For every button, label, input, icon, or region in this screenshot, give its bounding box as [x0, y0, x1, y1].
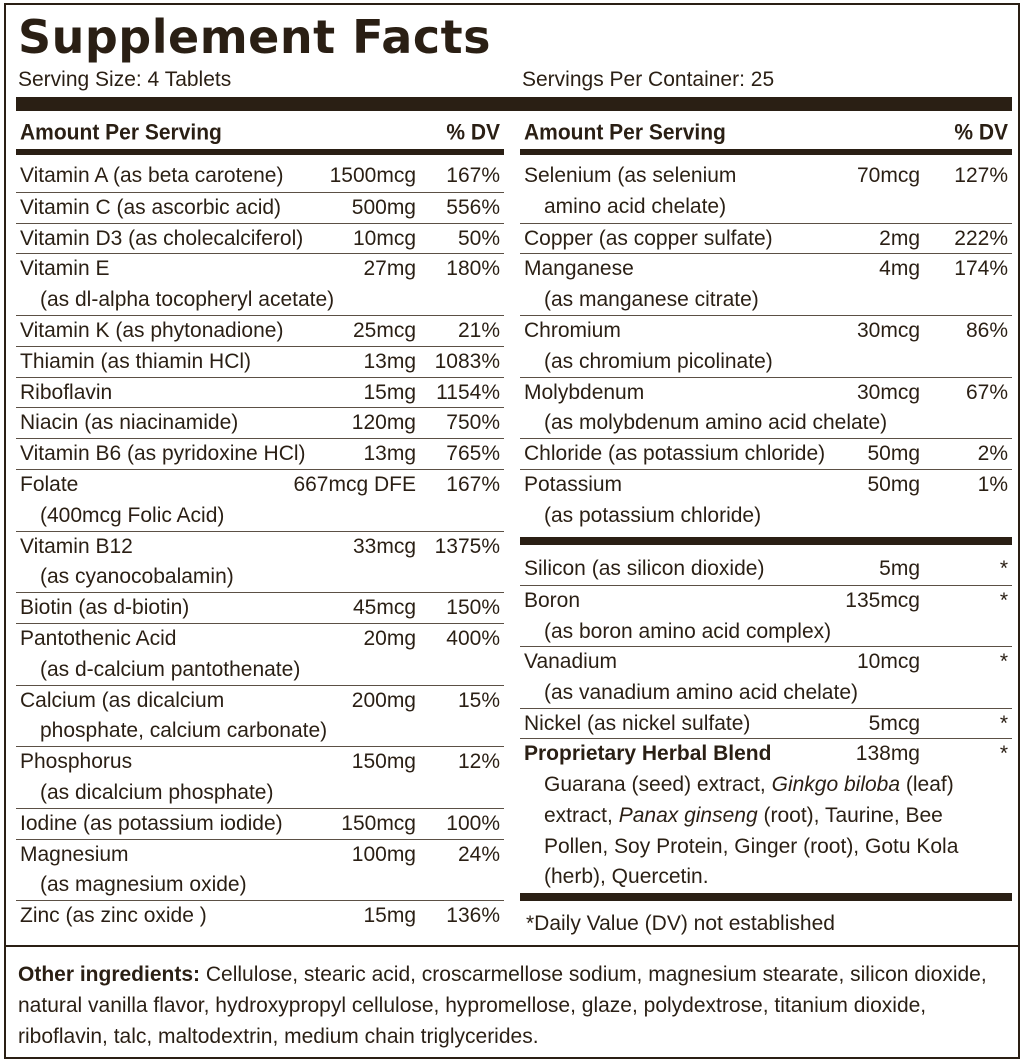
- nutrient-name: Vitamin B6 (as pyridoxine HCl): [20, 442, 306, 466]
- left-header: [16, 116, 504, 150]
- nutrient-name: Manganese: [524, 257, 634, 281]
- nutrient-dv: 556%: [446, 195, 500, 219]
- nutrient-name: Niacin (as niacinamide): [20, 411, 239, 435]
- supplement-facts-panel: [4, 3, 1020, 1059]
- blend-amount: 138mg: [855, 742, 920, 765]
- left-column: [16, 117, 504, 928]
- nutrient-amount: 50mg: [867, 472, 920, 496]
- nutrient-dv: 21%: [457, 318, 500, 342]
- nutrient-name: Molybdenum: [524, 380, 645, 404]
- nutrient-name: Vitamin D3 (as cholecalciferol): [20, 226, 304, 250]
- nutrient-name: Vitamin B12: [20, 534, 133, 558]
- servings-per-container: Servings Per Container: 25: [522, 68, 775, 91]
- mineral-divider-bar: [520, 537, 1012, 545]
- blend-part: Guarana (seed) extract,: [544, 773, 772, 796]
- nutrient-name: Vanadium: [524, 650, 618, 674]
- left-nutrient-list: [16, 161, 504, 931]
- nutrient-row: [520, 377, 1012, 439]
- dv-heading-right: % DV: [954, 120, 1008, 145]
- nutrient-dv: *: [999, 650, 1008, 674]
- amount-per-serving-heading: Amount Per Serving: [20, 120, 222, 145]
- nutrient-amount: 2mg: [879, 226, 920, 250]
- nutrient-source: (as chromium picolinate): [544, 349, 773, 373]
- nutrient-amount: 150mg: [351, 750, 416, 774]
- right-nutrient-list: [520, 161, 1012, 531]
- nutrient-row: [520, 161, 1012, 223]
- nutrient-row: [520, 223, 1012, 254]
- nutrient-amount: 20mg: [363, 626, 416, 650]
- nutrient-name: Pantothenic Acid: [20, 626, 177, 650]
- nutrient-row: [16, 253, 504, 315]
- panel-title: Supplement Facts: [18, 10, 491, 64]
- nutrient-dv: 67%: [965, 380, 1008, 404]
- nutrient-dv: *: [999, 588, 1008, 612]
- nutrient-row: [16, 469, 504, 531]
- nutrient-dv: 750%: [446, 411, 500, 435]
- nutrient-amount: 15mg: [363, 380, 416, 404]
- nutrient-name: Selenium (as selenium: [524, 164, 737, 187]
- nutrient-row: [16, 839, 504, 901]
- nutrient-row: [520, 585, 1012, 647]
- nutrient-dv: 400%: [446, 626, 500, 650]
- nutrient-amount: 50mg: [867, 442, 920, 466]
- right-header-rule: [520, 149, 1012, 155]
- nutrient-dv: *: [999, 557, 1008, 580]
- nutrient-amount: 5mcg: [868, 711, 920, 735]
- nutrient-dv: 222%: [954, 226, 1008, 250]
- nutrient-row: [16, 346, 504, 377]
- blend-bottom-bar: [520, 893, 1012, 901]
- nutrient-amount: 120mg: [351, 411, 416, 435]
- nutrient-amount: 200mg: [351, 688, 416, 712]
- nutrient-amount: 45mcg: [352, 596, 416, 620]
- nutrient-name: Riboflavin: [20, 380, 113, 404]
- top-thick-rule: [16, 97, 1012, 111]
- blend-dv: *: [999, 742, 1008, 765]
- nutrient-row: [16, 900, 504, 931]
- bottom-divider: [6, 945, 1018, 947]
- nutrient-dv: 100%: [446, 811, 500, 835]
- nutrient-amount: 70mcg: [856, 164, 920, 187]
- nutrient-source: (as magnesium oxide): [40, 873, 247, 897]
- proprietary-blend-row: [520, 738, 1012, 898]
- nutrient-row: [16, 592, 504, 623]
- blend-part-italic: Ginkgo biloba: [771, 773, 901, 796]
- nutrient-row: [520, 315, 1012, 377]
- nutrient-amount: 15mg: [363, 904, 416, 928]
- dv-footnote: *Daily Value (DV) not established: [526, 912, 835, 935]
- nutrient-dv: 12%: [457, 750, 500, 774]
- nutrient-source: (as boron amino acid complex): [544, 619, 832, 643]
- nutrient-name: Magnesium: [20, 842, 129, 866]
- other-ingredients-label: Other ingredients:: [18, 963, 201, 986]
- nutrient-source: (as dl-alpha tocopheryl acetate): [40, 288, 335, 312]
- nutrient-row: [520, 554, 1012, 585]
- right-secondary-list: [520, 554, 1012, 739]
- nutrient-dv: 1%: [977, 472, 1008, 496]
- nutrient-source: (400mcg Folic Acid): [40, 503, 225, 527]
- nutrient-row: [16, 407, 504, 438]
- nutrient-name: Chloride (as potassium chloride): [524, 442, 826, 466]
- nutrient-name: Nickel (as nickel sulfate): [524, 711, 751, 735]
- nutrient-amount: 500mg: [351, 195, 416, 219]
- nutrient-row: [16, 531, 504, 593]
- nutrient-amount: 33mcg: [352, 534, 416, 558]
- nutrient-dv: 1154%: [436, 380, 500, 404]
- right-column: [520, 117, 1012, 889]
- nutrient-row: [16, 438, 504, 469]
- blend-part-italic: Panax ginseng: [618, 803, 758, 827]
- nutrient-source: (as dicalcium phosphate): [40, 780, 274, 804]
- nutrient-dv: 180%: [446, 257, 500, 281]
- nutrient-dv: 2%: [977, 442, 1008, 466]
- nutrient-dv: 136%: [446, 904, 500, 928]
- nutrient-dv: 24%: [457, 842, 500, 866]
- nutrient-dv: 167%: [446, 472, 500, 496]
- nutrient-source: amino acid chelate): [544, 194, 727, 218]
- nutrient-source: (as cyanocobalamin): [40, 565, 234, 589]
- nutrient-source: (as d-calcium pantothenate): [40, 657, 301, 681]
- nutrient-dv: 50%: [457, 226, 500, 250]
- nutrient-amount: 5mg: [879, 557, 920, 580]
- nutrient-name: Folate: [20, 472, 79, 496]
- blend-name: Proprietary Herbal Blend: [524, 742, 772, 765]
- nutrient-amount: 4mg: [879, 257, 920, 281]
- nutrient-amount: 135mcg: [845, 588, 920, 612]
- nutrient-name: Iodine (as potassium iodide): [20, 811, 283, 835]
- nutrient-amount: 30mcg: [856, 318, 920, 342]
- nutrient-row: [16, 377, 504, 408]
- nutrient-name: Vitamin K (as phytonadione): [20, 318, 284, 342]
- nutrient-row: [16, 223, 504, 254]
- nutrient-name: Potassium: [524, 472, 623, 496]
- nutrient-amount: 100mg: [351, 842, 416, 866]
- nutrient-row: [520, 646, 1012, 708]
- nutrient-row: [16, 315, 504, 346]
- nutrient-row: [16, 161, 504, 192]
- blend-part: (root), Taurine, Bee Pollen, Soy Protein, Ginger (root), Gotu Kola (herb), Quercetin.: [544, 803, 959, 889]
- nutrient-dv: *: [999, 711, 1008, 735]
- nutrient-dv: 86%: [965, 318, 1008, 342]
- nutrient-amount: 150mcg: [341, 811, 416, 835]
- nutrient-row: [520, 438, 1012, 469]
- right-header: [520, 116, 1012, 150]
- nutrient-dv: 174%: [954, 257, 1008, 281]
- nutrient-name: Thiamin (as thiamin HCl): [20, 349, 252, 373]
- other-ingredients-text: Cellulose, stearic acid, croscarmellose sodium, magnesium stearate, silicon dioxide, natural vanilla flavor, hydroxypropyl cellulose, hypromellose, glaze, polydextrose, titanium dioxide, riboflavin, talc, maltodextrin, medium chain triglycerides.: [18, 963, 987, 1048]
- nutrient-source: phosphate, calcium carbonate): [40, 719, 328, 743]
- nutrient-row: [16, 808, 504, 839]
- nutrient-amount: 10mcg: [856, 650, 920, 674]
- nutrient-row: [520, 708, 1012, 739]
- nutrient-row: [16, 746, 504, 808]
- blend-part: (leaf) extract,: [544, 773, 954, 827]
- nutrient-name: Calcium (as dicalcium: [20, 688, 225, 712]
- nutrient-amount: 25mcg: [352, 318, 416, 342]
- nutrient-dv: 127%: [954, 164, 1008, 187]
- nutrient-name: Phosphorus: [20, 750, 133, 774]
- nutrient-name: Biotin (as d-biotin): [20, 596, 190, 620]
- nutrient-name: Zinc (as zinc oxide ): [20, 904, 207, 928]
- nutrient-row: [16, 192, 504, 223]
- nutrient-name: Vitamin A (as beta carotene): [20, 164, 284, 187]
- nutrient-row: [520, 253, 1012, 315]
- nutrient-row: [16, 685, 504, 747]
- serving-size: Serving Size: 4 Tablets: [18, 68, 232, 91]
- nutrient-name: Boron: [524, 588, 581, 612]
- nutrient-amount: 30mcg: [856, 380, 920, 404]
- other-ingredients: [18, 960, 1008, 1052]
- nutrient-amount: 10mcg: [352, 226, 416, 250]
- nutrient-name: Silicon (as silicon dioxide): [524, 557, 765, 580]
- nutrient-name: Vitamin C (as ascorbic acid): [20, 195, 282, 219]
- dv-heading: % DV: [446, 120, 500, 145]
- nutrient-source: (as manganese citrate): [544, 288, 759, 312]
- nutrient-dv: 15%: [457, 688, 500, 712]
- nutrient-name: Copper (as copper sulfate): [524, 226, 773, 250]
- nutrient-source: (as molybdenum amino acid chelate): [544, 411, 888, 435]
- nutrient-row: [520, 469, 1012, 531]
- nutrient-amount: 13mg: [363, 442, 416, 466]
- nutrient-dv: 765%: [446, 442, 500, 466]
- nutrient-dv: 150%: [446, 596, 500, 620]
- nutrient-amount: 1500mcg: [329, 164, 416, 187]
- nutrient-name: Chromium: [524, 318, 621, 342]
- nutrient-source: (as potassium chloride): [544, 503, 762, 527]
- nutrient-dv: 167%: [446, 164, 500, 187]
- nutrient-dv: 1083%: [434, 349, 500, 373]
- blend-ingredients: [544, 770, 1004, 893]
- nutrient-source: (as vanadium amino acid chelate): [544, 681, 858, 705]
- nutrient-amount: 667mcg DFE: [293, 472, 416, 496]
- amount-per-serving-heading-right: Amount Per Serving: [524, 120, 726, 145]
- nutrient-amount: 13mg: [363, 349, 416, 373]
- nutrient-dv: 1375%: [434, 534, 500, 558]
- nutrient-amount: 27mg: [363, 257, 416, 281]
- nutrient-name: Vitamin E: [20, 257, 110, 281]
- nutrient-row: [16, 623, 504, 685]
- left-header-rule: [16, 149, 504, 155]
